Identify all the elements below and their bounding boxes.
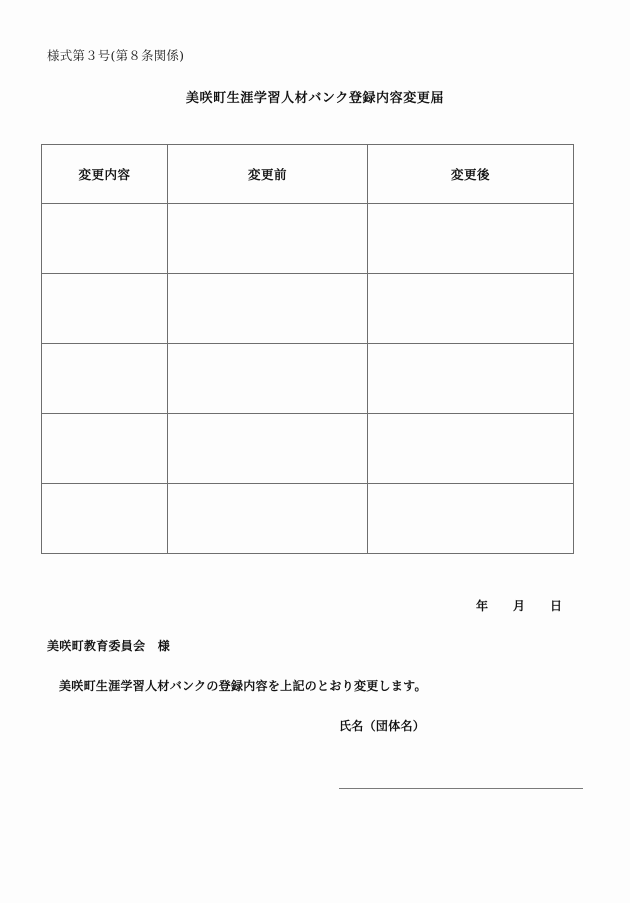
header-change-item: 変更内容 (42, 145, 168, 204)
before-cell[interactable] (168, 344, 368, 414)
form-number: 様式第３号(第８条関係) (47, 48, 185, 63)
after-cell[interactable] (368, 484, 574, 554)
header-before-change: 変更前 (168, 145, 368, 204)
year-label: 年 (476, 599, 489, 613)
before-cell[interactable] (168, 414, 368, 484)
change-item-cell[interactable] (42, 344, 168, 414)
table-row (42, 414, 574, 484)
signature-line[interactable] (339, 788, 583, 789)
change-item-cell[interactable] (42, 484, 168, 554)
after-cell[interactable] (368, 344, 574, 414)
before-cell[interactable] (168, 484, 368, 554)
after-cell[interactable] (368, 204, 574, 274)
change-item-cell[interactable] (42, 274, 168, 344)
change-table (41, 144, 574, 554)
statement-text: 美咲町生涯学習人材バンクの登録内容を上記のとおり変更します。 (59, 679, 427, 693)
table-row (42, 204, 574, 274)
change-item-cell[interactable] (42, 204, 168, 274)
after-cell[interactable] (368, 274, 574, 344)
month-label: 月 (513, 599, 526, 613)
name-label: 氏名（団体名） (339, 719, 426, 733)
change-item-cell[interactable] (42, 414, 168, 484)
date-field[interactable] (476, 597, 562, 614)
document-title: 美咲町生涯学習人材バンク登録内容変更届 (185, 91, 445, 106)
table-row (42, 484, 574, 554)
before-cell[interactable] (168, 274, 368, 344)
table-row (42, 274, 574, 344)
table-row (42, 344, 574, 414)
header-after-change: 変更後 (368, 145, 574, 204)
day-label: 日 (550, 599, 563, 613)
table-header-row (42, 145, 574, 204)
addressee: 美咲町教育委員会 様 (47, 639, 171, 653)
after-cell[interactable] (368, 414, 574, 484)
before-cell[interactable] (168, 204, 368, 274)
